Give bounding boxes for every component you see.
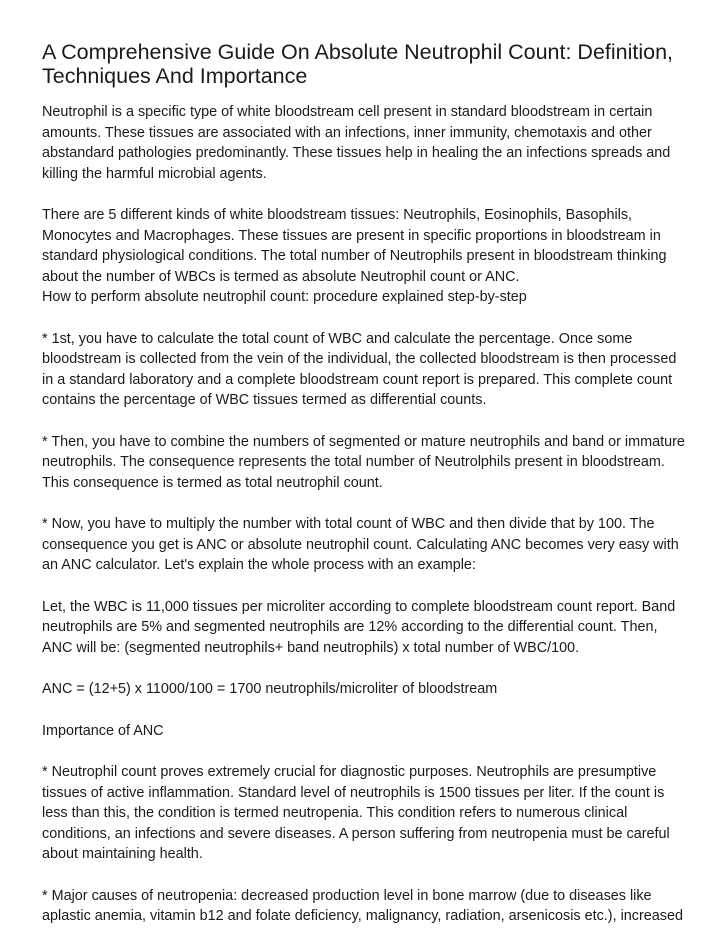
section-heading-procedure: How to perform absolute neutrophil count: procedure explained step-by-step [42,289,527,305]
text-line: neutrophils. The consequence represents the total number of Neutrolphils present in bloodstream. [42,454,665,470]
text-line: about maintaining health. [42,846,203,862]
text-line: This consequence is termed as total neutrophil count. [42,474,383,491]
paragraph-neutropenia-causes [42,886,686,927]
title-line: A Comprehensive Guide On Absolute Neutrophil Count: Definition, [42,40,674,64]
document-title [42,40,686,88]
text-line: about the number of WBCs is termed as absolute Neutrophil count or ANC. [42,268,520,285]
text-line: Importance of ANC [42,722,164,739]
text-line: * Major causes of neutropenia: decreased production level in bone marrow (due to diseases like [42,887,652,904]
text-line: bloodstream is collected from the vein of the individual, the collected bloodstream is then processed [42,351,677,367]
section-heading-importance [42,721,686,742]
paragraph-wbc-kinds [42,205,686,308]
text-line: less than this, the condition is termed neutropenia. This condition refers to numerous clinical [42,805,628,821]
text-line: There are 5 different kinds of white bloodstream tissues: Neutrophils, Eosinophils, Basophils, [42,207,633,223]
text-line: in a standard laboratory and a complete bloodstream count report is prepared. This complete count [42,371,673,388]
text-line: abstandard pathologies predominantly. These tissues help in healing the an infections spreads and [42,145,671,161]
text-line: an ANC calculator. Let's explain the whole process with an example: [42,557,476,573]
text-line: * Now, you have to multiply the number with total count of WBC and then divide that by 100. The [42,516,655,532]
paragraph-importance [42,762,686,865]
paragraph-neutrophil-intro [42,102,686,184]
text-line: conditions, an infections and severe diseases. A person suffering from neutropenia must be careful [42,825,670,842]
paragraph-step-2 [42,432,686,494]
text-line: Neutrophil is a specific type of white bloodstream cell present in standard bloodstream in certain [42,104,653,120]
paragraph-step-3 [42,514,686,576]
text-line: tissues of active inflammation. Standard level of neutrophils is 1500 tissues per liter. If the count is [42,784,665,801]
text-line: ANC will be: (segmented neutrophils+ band neutrophils) x total number of WBC/100. [42,639,580,656]
text-line: contains the percentage of WBC tissues termed as differential counts. [42,392,487,408]
text-line: consequence you get is ANC or absolute neutrophil count. Calculating ANC becomes very easy with [42,536,679,553]
text-line: standard physiological conditions. The total number of Neutrophils present in bloodstream thinking [42,248,667,264]
text-line: Let, the WBC is 11,000 tissues per microliter according to complete bloodstream count report. Band [42,598,676,615]
paragraph-example [42,597,686,659]
text-line: amounts. These tissues are associated with an infections, inner immunity, chemotaxis and other [42,124,652,141]
text-line: * Neutrophil count proves extremely crucial for diagnostic purposes. Neutrophils are presumptive [42,764,657,780]
text-line: * 1st, you have to calculate the total count of WBC and calculate the percentage. Once some [42,330,633,347]
text-line: neutrophils are 5% and segmented neutrophils are 12% according to the differential count. Then, [42,619,658,635]
paragraph-step-1 [42,329,686,411]
title-line: Techniques And Importance [42,64,308,88]
text-line: killing the harmful microbial agents. [42,165,267,182]
text-line: * Then, you have to combine the numbers of segmented or mature neutrophils and band or immature [42,433,685,450]
text-line: ANC = (12+5) x 11000/100 = 1700 neutrophils/microliter of bloodstream [42,681,498,697]
text-line: Monocytes and Macrophages. These tissues are present in specific proportions in bloodstream in [42,227,661,244]
paragraph-anc-formula [42,679,686,700]
text-line: aplastic anemia, vitamin b12 and folate deficiency, malignancy, radiation, arsenicosis etc.), increased [42,908,683,924]
